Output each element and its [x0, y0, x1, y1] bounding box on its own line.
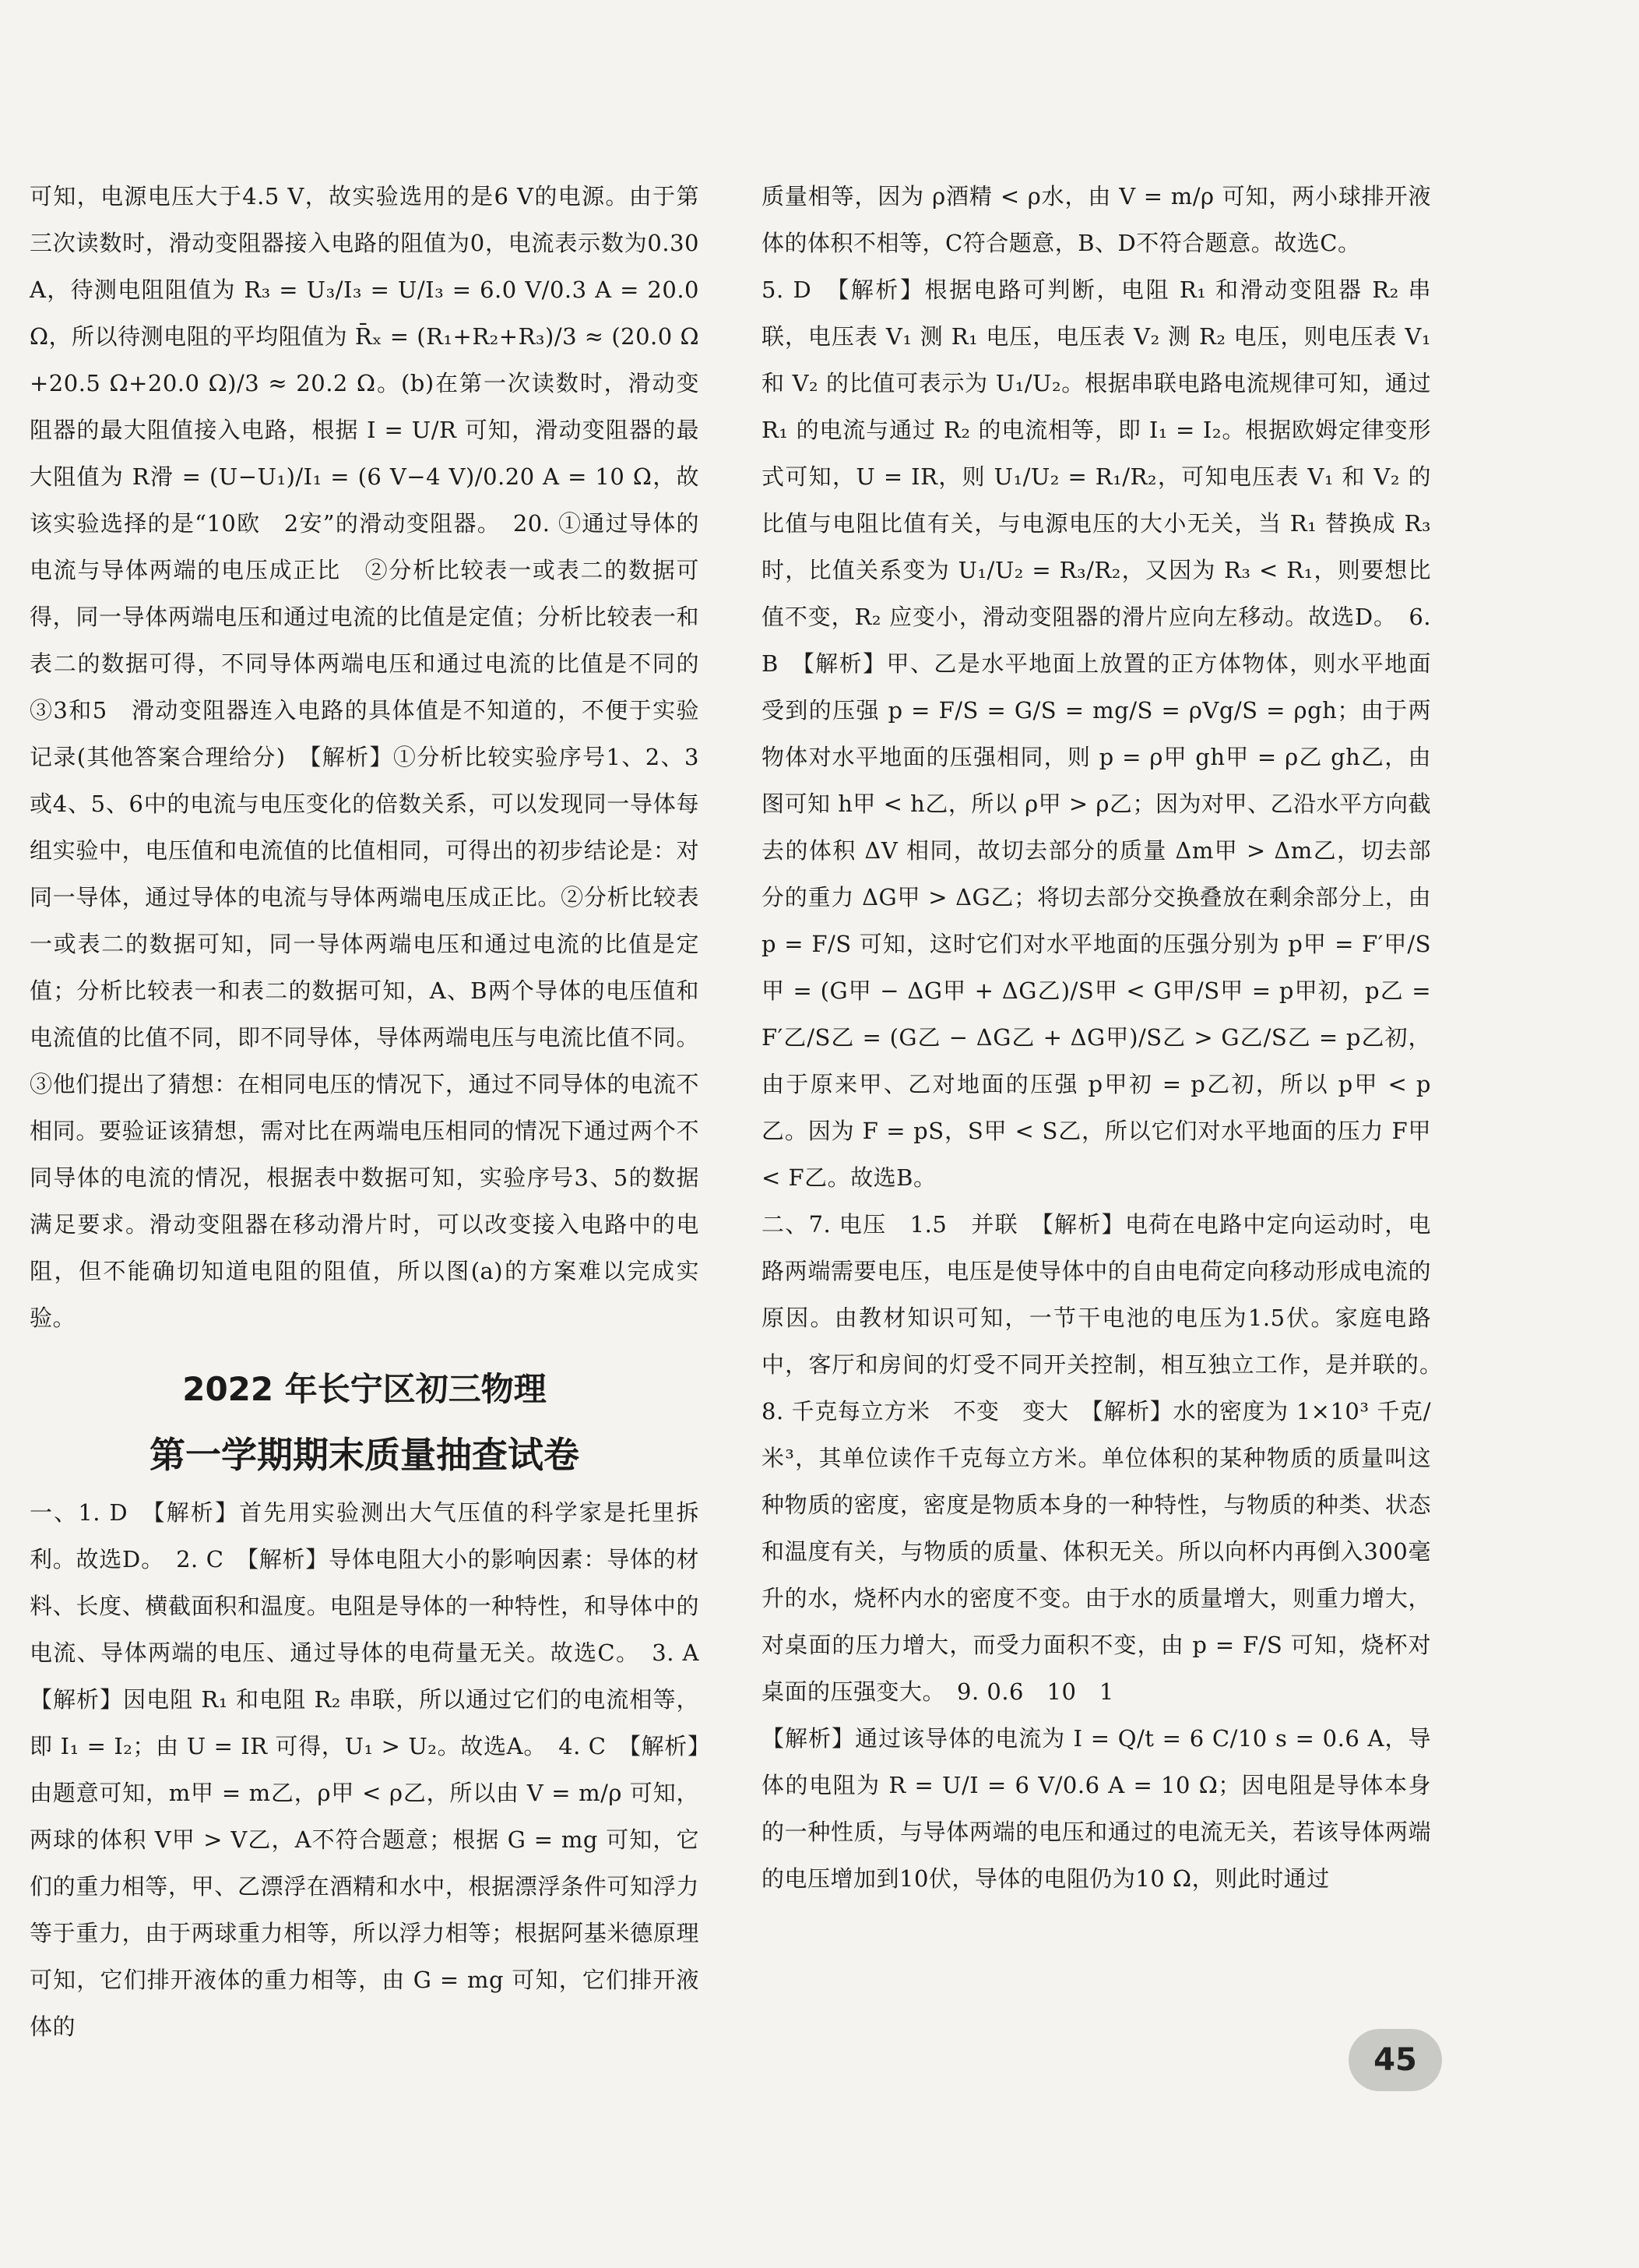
page-number-badge: 45	[1349, 2029, 1442, 2091]
solution-text-q5-q6: 5. D 【解析】根据电路可判断，电阻 R₁ 和滑动变阻器 R₂ 串联，电压表 V₁ 测 R₁ 电压，电压表 V₂ 测 R₂ 电压，则电压表 V₁ 和 V₂ 的比值可表示为 U₁/U₂。根据串联电路电流规律可知，通过 R₁ 的电流与通过 R₂ 的电流相等，即 I₁ = I₂。根据欧姆定律变形式可知，U = IR，则 U₁/U₂ = R₁/R₂，可知电压表 V₁ 和 V₂ 的比值与电阻比值有关，与电源电压的大小无关，当 R₁ 替换成 R₃ 时，比值关系变为 U₁/U₂ = R₃/R₂，又因为 R₃ < R₁，则要想比值不变，R₂ 应变小，滑动变阻器的滑片应向左移动。故选D。 6. B 【解析】甲、乙是水平地面上放置的正方体物体，则水平地面受到的压强 p = F/S = G/S = mg/S = ρVg/S = ρgh；由于两物体对水平地面的压强相同，则 p = ρ甲 gh甲 = ρ乙 gh乙，由图可知 h甲 < h乙，所以 ρ甲 > ρ乙；因为对甲、乙沿水平方向截去的体积 ΔV 相同，故切去部分的质量 Δm甲 > Δm乙，切去部分的重力 ΔG甲 > ΔG乙；将切去部分交换叠放在剩余部分上，由 p = F/S 可知，这时它们对水平地面的压强分别为 p甲 = F′甲/S甲 = (G甲 − ΔG甲 + ΔG乙)/S甲 < G甲/S甲 = p甲初，p乙 = F′乙/S乙 = (G乙 − ΔG乙 + ΔG甲)/S乙 > G乙/S乙 = p乙初，由于原来甲、乙对地面的压强 p甲初 = p乙初，所以 p甲 < p乙。因为 F = pS，S甲 < S乙，所以它们对水平地面的压力 F甲 < F乙。故选B。	[761, 276, 1431, 1191]
solution-text-q7-q9: 二、7. 电压 1.5 并联 【解析】电荷在电路中定向运动时，电路两端需要电压，电压是使导体中的自由电荷定向移动形成电流的原因。由教材知识可知，一节干电池的电压为1.5伏。家庭电路中，客厅和房间的灯受不同开关控制，相互独立工作，是并联的。 8. 千克每立方米 不变 变大 【解析】水的密度为 1×10³ 千克/米³，其单位读作千克每立方米。单位体积的某种物质的质量叫这种物质的密度，密度是物质本身的一种特性，与物质的种类、状态和温度有关，与物质的质量、体积无关。所以向杯内再倒入300毫升的水，烧杯内水的密度不变。由于水的质量增大，则重力增大，对桌面的压力增大，而受力面积不变，由 p = F/S 可知，烧杯对桌面的压强变大。 9. 0.6 10 1	[761, 1211, 1454, 1705]
solution-text-q9-analysis: 【解析】通过该导体的电流为 I = Q/t = 6 C/10 s = 0.6 A，导体的电阻为 R = U/I = 6 V/0.6 A = 10 Ω；因电阻是导体本身的一种性质，与导体两端的电压和通过的电流无关，若该导体两端的电压增加到10伏，导体的电阻仍为10 Ω，则此时通过	[761, 1725, 1431, 1892]
solution-text-q4-continued: 质量相等，因为 ρ酒精 < ρ水，由 V = m/ρ 可知，两小球排开液体的体积不相等，C符合题意，B、D不符合题意。故选C。	[761, 183, 1431, 256]
right-column	[761, 173, 1454, 1902]
exam-title-line-1: 2022 年长宁区初三物理	[182, 1370, 547, 1408]
left-column	[30, 173, 723, 2050]
exam-title-line-2: 第一学期期末质量抽查试卷	[149, 1434, 579, 1476]
solution-text-q19-q20: 可知，电源电压大于4.5 V，故实验选用的是6 V的电源。由于第三次读数时，滑动变阻器接入电路的阻值为0，电流表示数为0.30 A，待测电阻阻值为 R₃ = U₃/I₃ = U/I₃ = 6.0 V/0.3 A = 20.0 Ω，所以待测电阻的平均阻值为 R̄ₓ = (R₁+R₂+R₃)/3 ≈ (20.0 Ω+20.5 Ω+20.0 Ω)/3 ≈ 20.2 Ω。(b)在第一次读数时，滑动变阻器的最大阻值接入电路，根据 I = U/R 可知，滑动变阻器的最大阻值为 R滑 = (U−U₁)/I₁ = (6 V−4 V)/0.20 A = 10 Ω，故该实验选择的是“10欧 2安”的滑动变阻器。 20. ①通过导体的电流与导体两端的电压成正比 ②分析比较表一或表二的数据可得，同一导体两端电压和通过电流的比值是定值；分析比较表一和表二的数据可得，不同导体两端电压和通过电流的比值是不同的 ③3和5 滑动变阻器连入电路的具体值是不知道的，不便于实验记录(其他答案合理给分) 【解析】①分析比较实验序号1、2、3或4、5、6中的电流与电压变化的倍数关系，可以发现同一导体每组实验中，电压值和电流值的比值相同，可得出的初步结论是：对同一导体，通过导体的电流与导体两端电压成正比。②分析比较表一或表二的数据可知，同一导体两端电压和通过电流的比值是定值；分析比较表一和表二的数据可知，A、B两个导体的电压值和电流值的比值不同，即不同导体，导体两端电压与电流比值不同。③他们提出了猜想：在相同电压的情况下，通过不同导体的电流不相同。要验证该猜想，需对比在两端电压相同的情况下通过两个不同导体的电流的情况，根据表中数据可知，实验序号3、5的数据满足要求。滑动变阻器在移动滑片时，可以改变接入电路中的电阻，但不能确切知道电阻的阻值，所以图(a)的方案难以完成实验。	[30, 183, 723, 1331]
solution-text-q1-q4: 一、1. D 【解析】首先用实验测出大气压值的科学家是托里拆利。故选D。 2. C 【解析】导体电阻大小的影响因素：导体的材料、长度、横截面积和温度。电阻是导体的一种特性，和导体中的电流、导体两端的电压、通过导体的电荷量无关。故选C。 3. A 【解析】因电阻 R₁ 和电阻 R₂ 串联，所以通过它们的电流相等，即 I₁ = I₂；由 U = IR 可得，U₁ > U₂。故选A。 4. C 【解析】由题意可知，m甲 = m乙，ρ甲 < ρ乙，所以由 V = m/ρ 可知，两球的体积 V甲 > V乙，A不符合题意；根据 G = mg 可知，它们的重力相等，甲、乙漂浮在酒精和水中，根据漂浮条件可知浮力等于重力，由于两球重力相等，所以浮力相等；根据阿基米德原理可知，它们排开液体的重力相等，由 G = mg 可知，它们排开液体的	[30, 1499, 723, 2040]
